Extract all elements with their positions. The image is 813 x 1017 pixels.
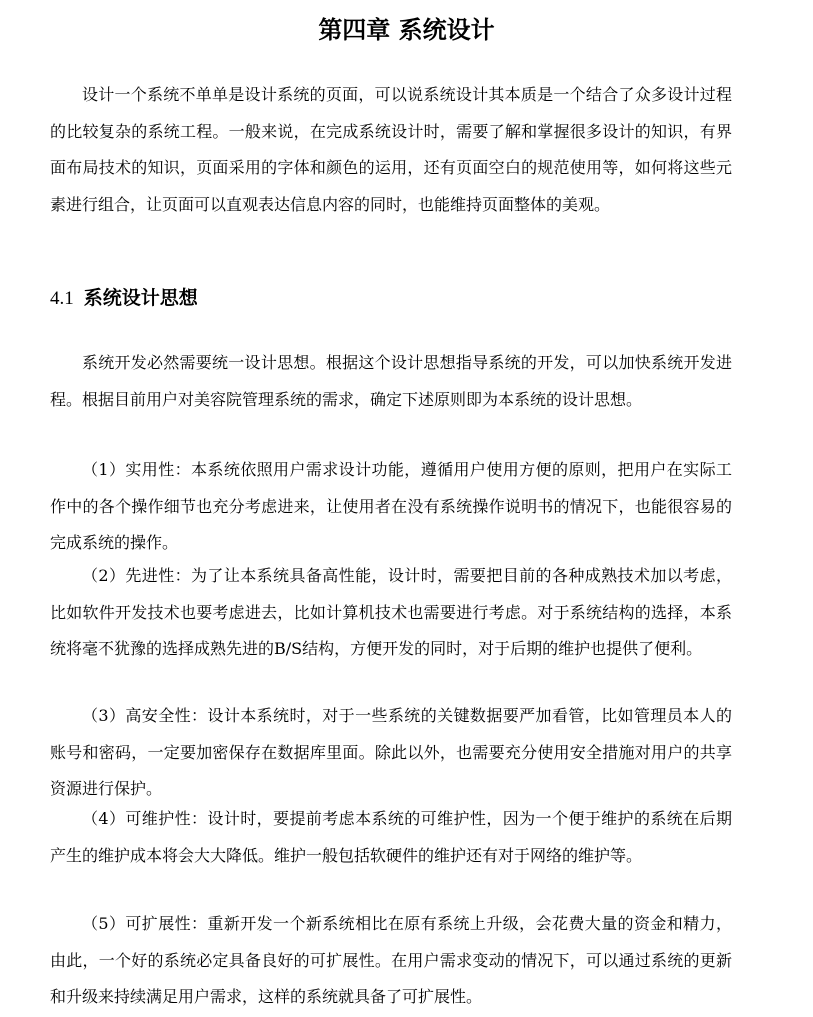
chapter-title: 第四章 系统设计 xyxy=(318,16,495,44)
section-number: 4.1 xyxy=(50,288,74,309)
principle-extensibility: （5）可扩展性：重新开发一个新系统相比在原有系统上升级，会花费大量的资金和精力，由此，一个好的系统必定具备良好的可扩展性。在用户需求变动的情况下，可以通过系统的更新和升级来持续满足用户需求，这样的系统就具备了可扩展性。 xyxy=(50,914,732,1007)
section-title: 系统设计思想 xyxy=(83,287,198,309)
section-heading xyxy=(50,283,750,314)
principle-practicality: （1）实用性：本系统依照用户需求设计功能，遵循用户使用方便的原则，把用户在实际工作中的各个操作细节也充分考虑进来，让使用者在没有系统操作说明书的情况下，也能很容易的完成系统的操作。 xyxy=(50,460,732,553)
principle-security: （3）高安全性：设计本系统时，对于一些系统的关键数据要严加看管，比如管理员本人的账号和密码，一定要加密保存在数据库里面。除此以外，也需要充分使用安全措施对用户的共享资源进行保护。 xyxy=(50,706,732,799)
intro-paragraph: 设计一个系统不单单是设计系统的页面，可以说系统设计其本质是一个结合了众多设计过程的比较复杂的系统工程。一般来说，在完成系统设计时，需要了解和掌握很多设计的知识，有界面布局技术的知识，页面采用的字体和颜色的运用，还有页面空白的规范使用等，如何将这些元素进行组合，让页面可以直观表达信息内容的同时，也能维持页面整体的美观。 xyxy=(50,85,732,214)
section-paragraph: 系统开发必然需要统一设计思想。根据这个设计思想指导系统的开发，可以加快系统开发进程。根据目前用户对美容院管理系统的需求，确定下述原则即为本系统的设计思想。 xyxy=(50,353,732,409)
principle-advancement: （2）先进性：为了让本系统具备高性能，设计时，需要把目前的各种成熟技术加以考虑，比如软件开发技术也要考虑进去，比如计算机技术也需要进行考虑。对于系统结构的选择，本系统将毫不犹豫的选择成熟先进的B/S结构，方便开发的同时，对于后期的维护也提供了便利。 xyxy=(50,566,732,659)
principle-maintainability: （4）可维护性：设计时，要提前考虑本系统的可维护性，因为一个便于维护的系统在后期产生的维护成本将会大大降低。维护一般包括软硬件的维护还有对于网络的维护等。 xyxy=(50,809,732,865)
